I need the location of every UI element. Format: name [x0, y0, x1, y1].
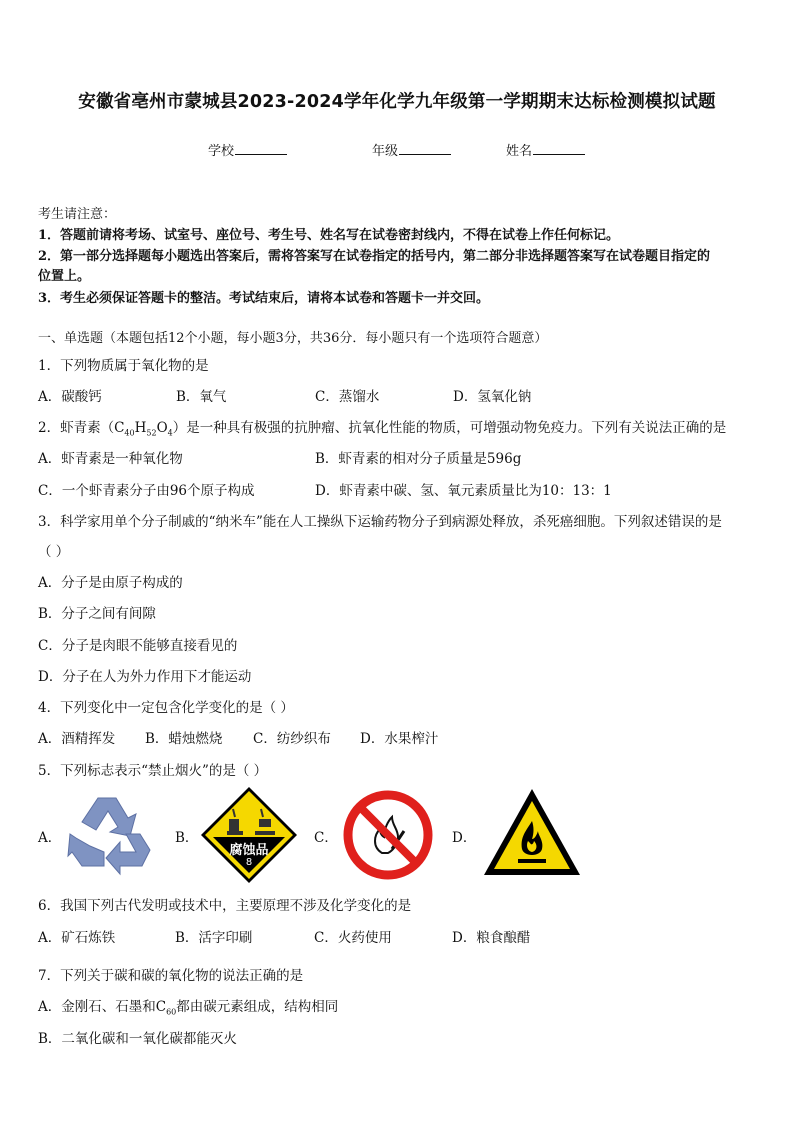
- q4-option-b: B．蜡烛燃烧: [145, 731, 223, 747]
- q7-option-a: [38, 995, 338, 1017]
- corrosive-sign: [199, 785, 299, 885]
- q3-option-b: B．分子之间有间隙: [38, 606, 156, 622]
- q5-letter-d: D．: [452, 830, 477, 846]
- q1-stem: 1．下列物质属于氧化物的是: [38, 358, 209, 374]
- name-label: 姓名: [506, 144, 533, 159]
- q7-option-a-pre: A．金刚石、石墨和C: [38, 999, 167, 1015]
- q2-h: H: [134, 420, 147, 436]
- q7-stem: 7．下列关于碳和碳的氧化物的说法正确的是: [38, 968, 304, 984]
- q3-stem: 3．科学家用单个分子制戚的“纳米车”能在人工操纵下运输药物分子到病源处释放，杀死癌细胞。下列叙述错误的是: [38, 514, 722, 530]
- q2-sub-o: 4: [167, 428, 173, 438]
- q4-option-d: D．水果榨汁: [360, 731, 439, 747]
- section-title: 一、单选题（本题包括12个小题，每小题3分，共36分．每小题只有一个选项符合题意）: [38, 331, 548, 346]
- q1-option-a: A．碳酸钙: [38, 389, 102, 405]
- q7-option-a-post: 都由碳元素组成，结构相同: [176, 999, 339, 1015]
- notice-item-3: 3．考生必须保证答题卡的整洁。考试结束后，请将本试卷和答题卡一并交回。: [38, 291, 490, 306]
- q5-letter-b: B．: [175, 830, 199, 846]
- school-field: [208, 140, 287, 159]
- q6-option-c: C．火药使用: [314, 930, 392, 946]
- q1-option-d: D．氢氧化钠: [453, 389, 532, 405]
- notice-heading: 考生请注意：: [38, 207, 117, 222]
- q7-option-a-sub: 60: [166, 1007, 177, 1017]
- q3-option-a: A．分子是由原子构成的: [38, 575, 183, 591]
- flammable-sign: [482, 787, 582, 877]
- q1-option-b: B．氧气: [176, 389, 227, 405]
- name-field: [506, 140, 585, 159]
- q2-option-d: D．虾青素中碳、氢、氧元素质量比为10：13：1: [315, 483, 612, 499]
- q1-option-c: C．蒸馏水: [315, 389, 380, 405]
- q6-stem: 6．我国下列古代发明或技术中，主要原理不涉及化学变化的是: [38, 898, 412, 914]
- q4-option-c: C．纺纱织布: [253, 731, 331, 747]
- notice-item-2-cont: 位置上。: [38, 269, 91, 284]
- corrosive-label: 腐蚀品: [229, 843, 269, 858]
- notice-item-2: 2．第一部分选择题每小题选出答案后，需将答案写在试卷指定的括号内，第二部分非选择题答案写在试卷题目指定的: [38, 249, 711, 264]
- grade-label: 年级: [372, 144, 399, 159]
- q2-stem-post: ）是一种具有极强的抗肿瘤、抗氧化性能的物质，可增强动物免疫力。下列有关说法正确的是: [172, 420, 727, 436]
- q6-option-b: B．活字印刷: [175, 930, 253, 946]
- q2-stem-pre: 2．虾青素（C: [38, 420, 125, 436]
- q2-option-a: A．虾青素是一种氧化物: [38, 451, 183, 467]
- no-fire-sign: [342, 789, 434, 881]
- q6-option-d: D．粮食酿醋: [452, 930, 531, 946]
- q2-sub-h: 52: [146, 428, 157, 438]
- q2-o: O: [156, 420, 168, 436]
- name-blank: [533, 142, 585, 155]
- q5-letter-a: A．: [38, 830, 62, 846]
- q3-stem-bracket: （ ）: [38, 544, 70, 560]
- q2-option-c: C．一个虾青素分子由96个原子构成: [38, 483, 255, 499]
- q7-option-b: B．二氧化碳和一氧化碳都能灭火: [38, 1031, 237, 1047]
- school-blank: [235, 142, 287, 155]
- q6-option-a: A．矿石炼铁: [38, 930, 116, 946]
- corrosive-class: 8: [245, 857, 253, 868]
- q3-option-c: C．分子是肉眼不能够直接看见的: [38, 638, 238, 654]
- page-title: 安徽省亳州市蒙城县2023-2024学年化学九年级第一学期期末达标检测模拟试题: [78, 92, 716, 112]
- school-label: 学校: [208, 144, 235, 159]
- q5-stem: 5．下列标志表示“禁止烟火”的是（ ）: [38, 763, 268, 779]
- grade-field: [372, 140, 451, 159]
- recycle-icon: [64, 790, 162, 878]
- notice-item-1: 1．答题前请将考场、试室号、座位号、考生号、姓名写在试卷密封线内，不得在试卷上作任何标记。: [38, 228, 620, 243]
- q4-stem: 4．下列变化中一定包含化学变化的是（ ）: [38, 700, 294, 716]
- q4-option-a: A．酒精挥发: [38, 731, 116, 747]
- q2-stem: [38, 416, 726, 438]
- q5-letter-c: C．: [314, 830, 338, 846]
- q2-option-b: B．虾青素的相对分子质量是596g: [315, 451, 522, 467]
- q2-sub-c: 40: [124, 428, 135, 438]
- q3-option-d: D．分子在人为外力作用下才能运动: [38, 669, 252, 685]
- grade-blank: [399, 142, 451, 155]
